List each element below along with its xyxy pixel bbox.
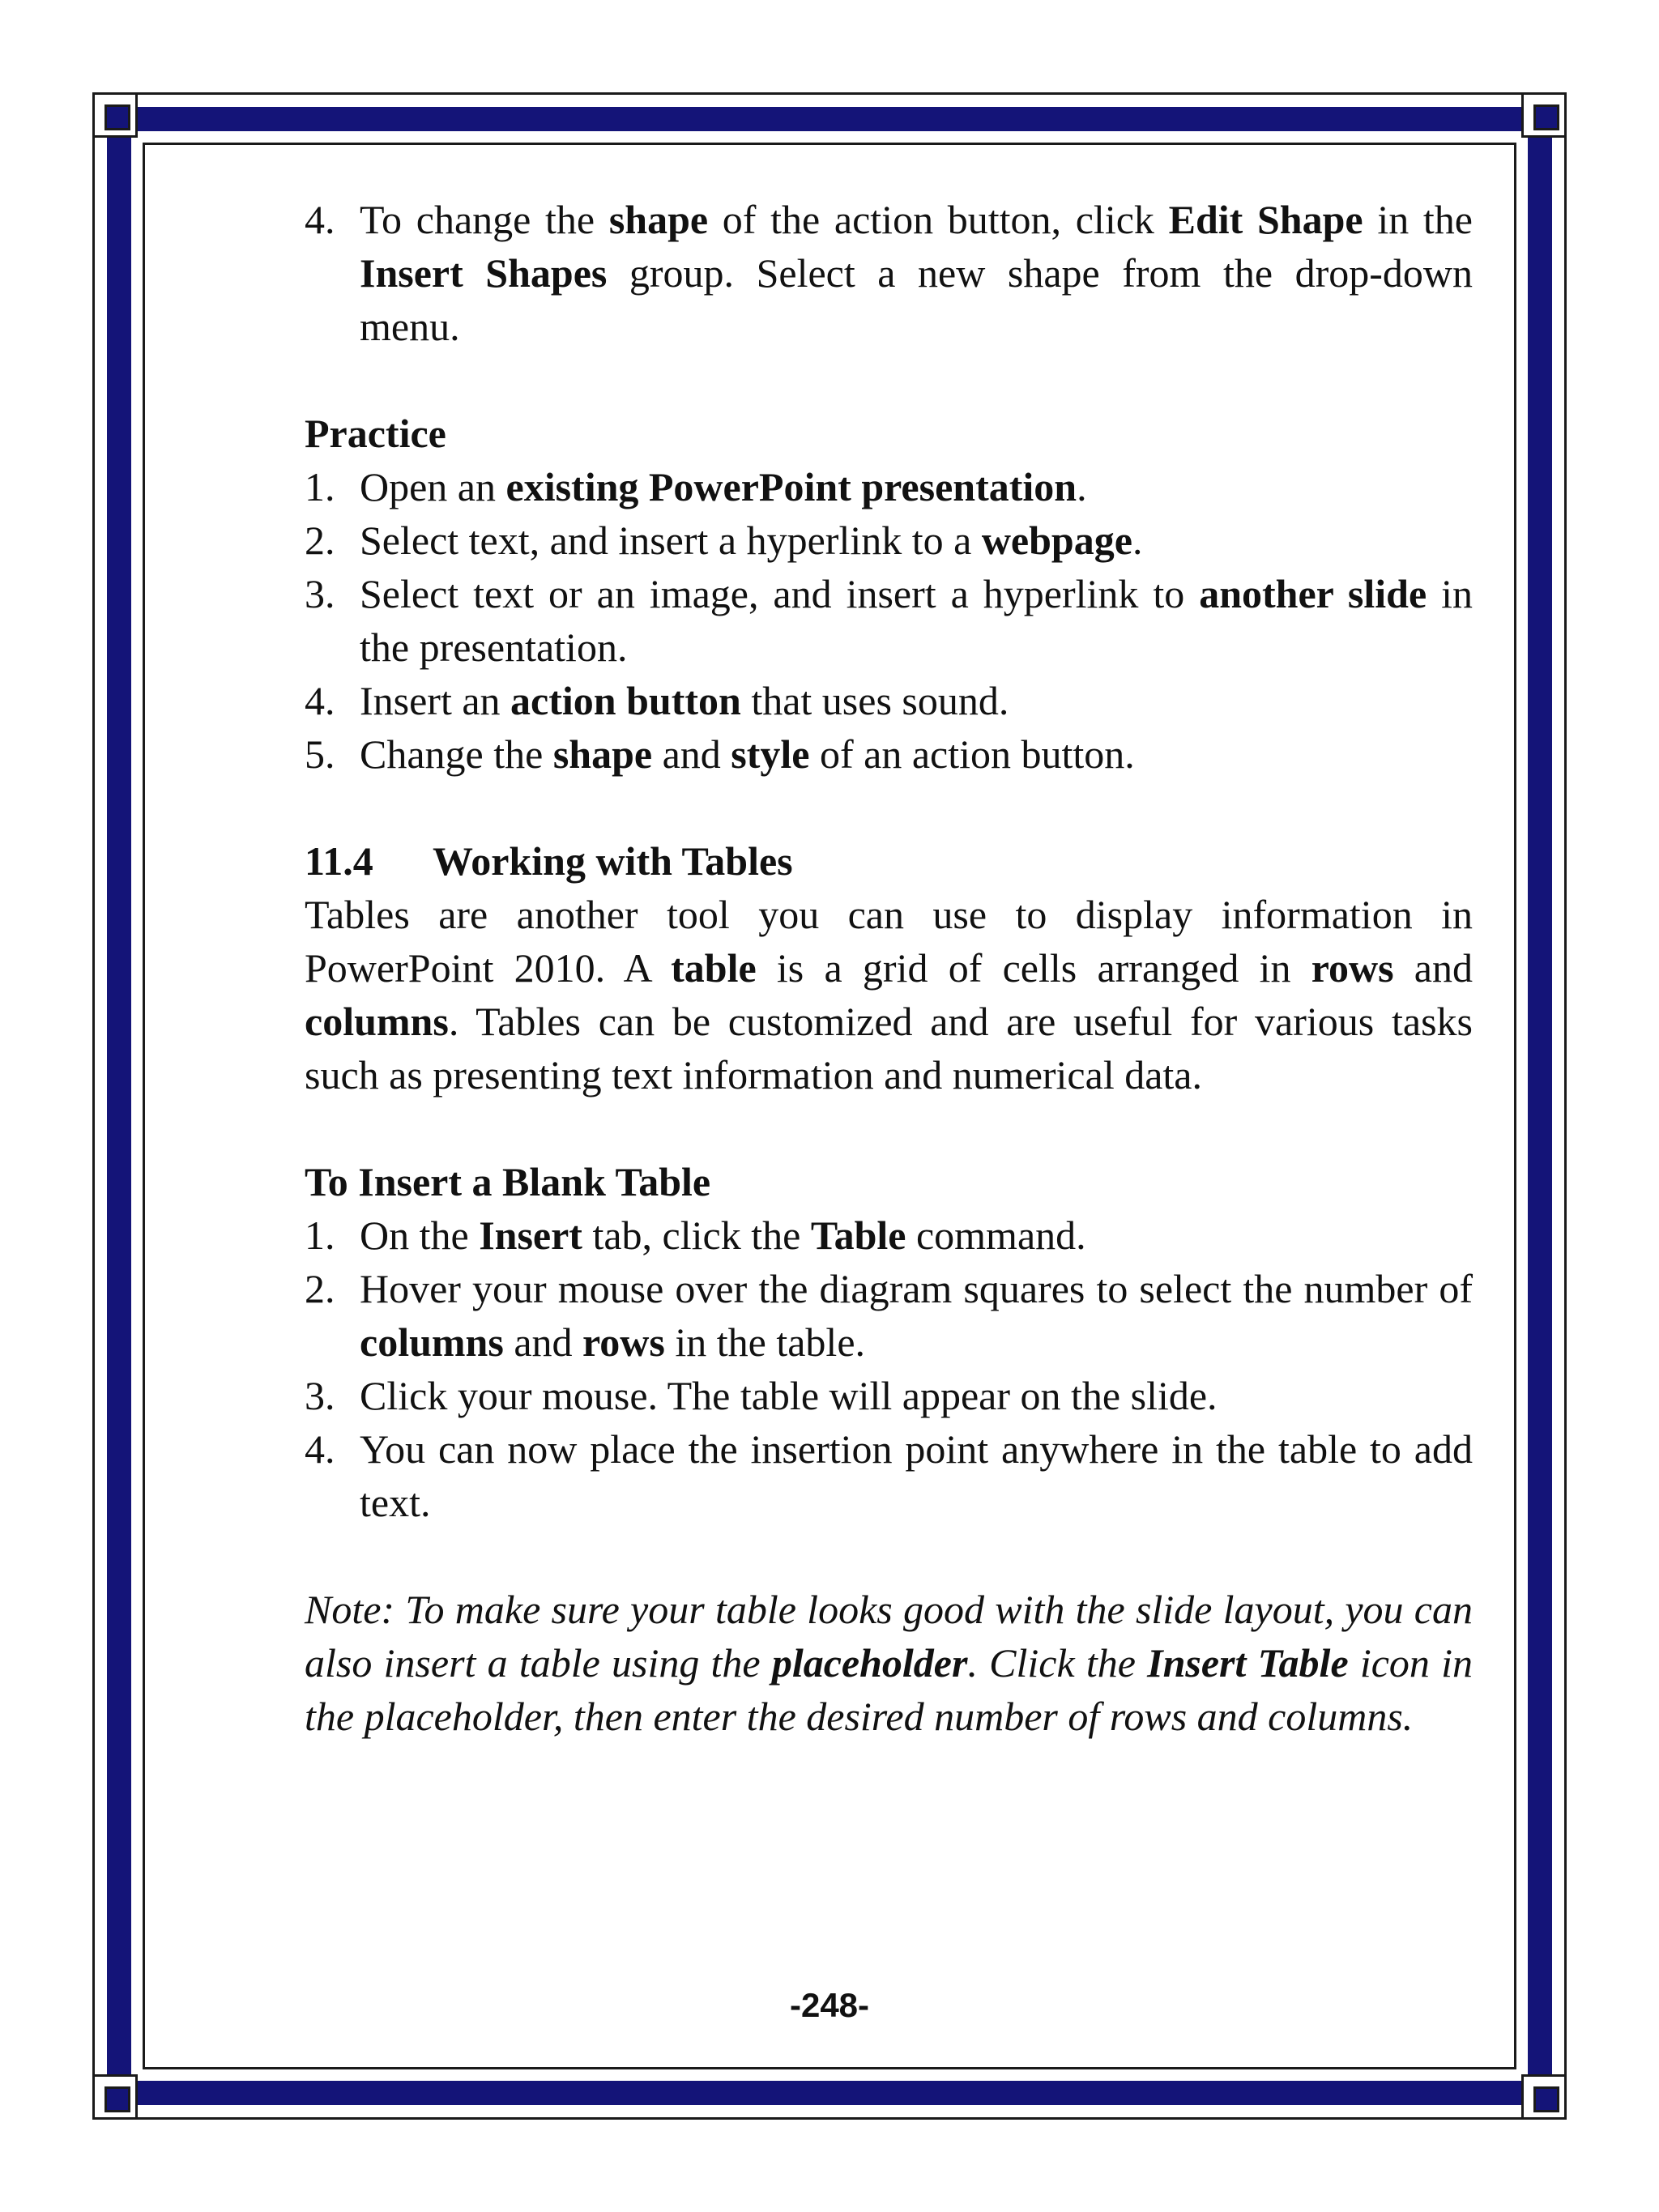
list-text xyxy=(360,1208,1473,1262)
text-run: in the table. xyxy=(664,1319,866,1365)
list-number: 5. xyxy=(305,731,335,777)
section-number: 11.4 xyxy=(305,838,373,884)
text-run: is a grid of cells arranged in xyxy=(756,945,1311,991)
bold-run: Insert xyxy=(479,1213,582,1258)
text-run: of the action button, click xyxy=(708,197,1169,242)
bold-run: Edit Shape xyxy=(1168,197,1363,242)
practice-heading: Practice xyxy=(305,411,446,456)
list-number: 3. xyxy=(305,1373,335,1418)
text-run: Note: To make sure your table looks good with the slide layout, you can also insert a table using the xyxy=(305,1587,1473,1686)
bold-run: Insert Table xyxy=(1147,1640,1349,1686)
list-text xyxy=(360,193,1473,353)
list-number: 4. xyxy=(305,1426,335,1472)
bold-run: placeholder xyxy=(771,1640,968,1686)
spacer xyxy=(305,1102,1473,1155)
text-run: Hover your mouse over the diagram squares to select the number of xyxy=(360,1266,1473,1311)
bold-run: rows xyxy=(582,1319,665,1365)
bold-run: style xyxy=(731,731,810,777)
practice-item xyxy=(305,727,1473,781)
page-content xyxy=(305,193,1473,1743)
text-run: . Click the xyxy=(967,1640,1148,1686)
list-number: 1. xyxy=(305,1213,335,1258)
insert-table-step xyxy=(305,1369,1473,1422)
text-run: in the xyxy=(1363,197,1473,242)
practice-item xyxy=(305,514,1473,567)
spacer xyxy=(305,1529,1473,1583)
bold-run: Table xyxy=(810,1213,906,1258)
practice-item xyxy=(305,460,1473,514)
insert-table-step xyxy=(305,1208,1473,1262)
bold-run: another slide xyxy=(1199,571,1427,616)
bold-run: existing PowerPoint presentation xyxy=(505,464,1077,509)
text-run: Open an xyxy=(360,464,506,509)
list-text xyxy=(360,514,1473,567)
section-title: Working with Tables xyxy=(433,838,793,884)
text-run: . Tables can be customized and are useful for various tasks such as presenting text information and numerical data. xyxy=(305,999,1473,1097)
text-run: and xyxy=(503,1319,583,1365)
text-run: Select text or an image, and insert a hyperlink to xyxy=(360,571,1200,616)
list-text xyxy=(360,567,1473,674)
list-text: You can now place the insertion point anywhere in the table to add text. xyxy=(360,1426,1473,1525)
list-number: 2. xyxy=(305,1266,335,1311)
bold-run: Insert Shapes xyxy=(360,250,608,296)
list-number: 3. xyxy=(305,571,335,616)
insert-table-step xyxy=(305,1262,1473,1369)
list-number: 4. xyxy=(305,197,335,242)
bold-run: columns xyxy=(360,1319,504,1365)
list-text xyxy=(360,674,1473,727)
spacer xyxy=(305,781,1473,834)
list-item-edit-shape xyxy=(305,193,1473,353)
bold-run: action button xyxy=(510,678,741,723)
list-text xyxy=(360,460,1473,514)
practice-item xyxy=(305,567,1473,674)
bold-run: table xyxy=(671,945,757,991)
text-run: and xyxy=(1393,945,1473,991)
list-number: 4. xyxy=(305,678,335,723)
frame-corner-top-right xyxy=(1521,92,1567,138)
bold-run: shape xyxy=(608,197,709,242)
section-heading xyxy=(305,834,1473,888)
text-run: Insert an xyxy=(360,678,511,723)
bold-run: rows xyxy=(1311,945,1394,991)
text-run: in the presentation. xyxy=(360,571,1473,670)
text-run: group. Select a new shape from the drop-down menu. xyxy=(360,250,1473,349)
text-run: Change the xyxy=(360,731,553,777)
list-text xyxy=(360,727,1473,781)
insert-table-step xyxy=(305,1422,1473,1529)
spacer xyxy=(305,353,1473,407)
bold-run: webpage xyxy=(981,518,1132,563)
insert-table-heading: To Insert a Blank Table xyxy=(305,1159,711,1204)
frame-corner-bottom-left xyxy=(92,2074,138,2120)
list-number: 1. xyxy=(305,464,335,509)
text-run: tab, click the xyxy=(582,1213,811,1258)
text-run: . xyxy=(1132,518,1143,563)
text-run: Tables are another tool you can use to display information in PowerPoint 2010. A xyxy=(305,892,1473,991)
text-run: To change the xyxy=(360,197,609,242)
list-number: 2. xyxy=(305,518,335,563)
section-paragraph xyxy=(305,888,1473,1102)
frame-corner-bottom-right xyxy=(1521,2074,1567,2120)
text-run: that uses sound. xyxy=(740,678,1009,723)
frame-corner-top-left xyxy=(92,92,138,138)
text-run: of an action button. xyxy=(809,731,1135,777)
list-text xyxy=(360,1262,1473,1369)
practice-item xyxy=(305,674,1473,727)
page-number: -248- xyxy=(789,1986,870,2024)
text-run: icon in the placeholder, then enter the desired number of rows and columns. xyxy=(305,1640,1473,1739)
bold-run: shape xyxy=(552,731,653,777)
text-run: On the xyxy=(360,1213,480,1258)
text-run: command. xyxy=(906,1213,1086,1258)
text-run: Select text, and insert a hyperlink to a xyxy=(360,518,982,563)
note-paragraph xyxy=(305,1583,1473,1743)
text-run: . xyxy=(1077,464,1087,509)
text-run: and xyxy=(652,731,731,777)
bold-run: columns xyxy=(305,999,449,1044)
list-text: Click your mouse. The table will appear on the slide. xyxy=(360,1373,1218,1418)
